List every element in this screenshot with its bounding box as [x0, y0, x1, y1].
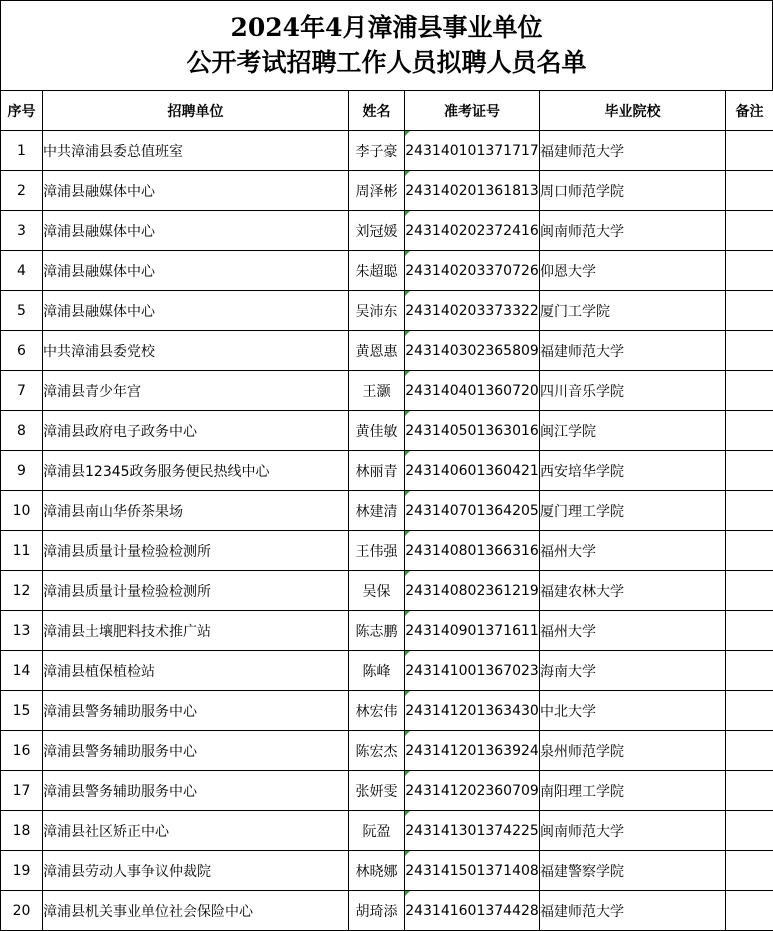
cell-note [726, 211, 773, 251]
exam-id-text: 243140203370726 [405, 263, 539, 279]
cell-no: 16 [1, 731, 43, 771]
cell-unit: 漳浦县融媒体中心 [43, 171, 349, 211]
cell-unit: 漳浦县土壤肥料技术推广站 [43, 611, 349, 651]
header-unit: 招聘单位 [43, 91, 349, 131]
cell-unit: 漳浦县植保植检站 [43, 651, 349, 691]
cell-name: 刘冠媛 [349, 211, 405, 251]
table-row [1, 571, 773, 611]
cell-unit: 漳浦县南山华侨茶果场 [43, 491, 349, 531]
cell-exam-id [405, 211, 540, 251]
cell-marker-icon [405, 691, 410, 696]
table-row [1, 291, 773, 331]
cell-name: 陈宏杰 [349, 731, 405, 771]
title-line-2: 公开考试招聘工作人员拟聘人员名单 [1, 45, 772, 80]
cell-note [726, 291, 773, 331]
cell-name: 陈志鹏 [349, 611, 405, 651]
cell-no: 15 [1, 691, 43, 731]
exam-id-text: 243141501371408 [405, 863, 539, 879]
cell-unit: 漳浦县融媒体中心 [43, 291, 349, 331]
cell-marker-icon [405, 891, 410, 896]
cell-no: 4 [1, 251, 43, 291]
table-row [1, 811, 773, 851]
table-row [1, 251, 773, 291]
cell-exam-id [405, 811, 540, 851]
cell-school: 福州大学 [540, 531, 726, 571]
exam-id-text: 243140801366316 [405, 543, 539, 559]
cell-marker-icon [405, 611, 410, 616]
cell-no: 7 [1, 371, 43, 411]
cell-note [726, 451, 773, 491]
exam-id-text: 243140401360720 [405, 383, 539, 399]
cell-no: 13 [1, 611, 43, 651]
cell-marker-icon [405, 771, 410, 776]
exam-id-text: 243140101371717 [405, 143, 539, 159]
exam-id-text: 243140302365809 [405, 343, 539, 359]
table-row [1, 331, 773, 371]
header-exam-id: 准考证号 [405, 91, 540, 131]
cell-no: 9 [1, 451, 43, 491]
document-title [0, 0, 773, 90]
cell-unit: 中共漳浦县委总值班室 [43, 131, 349, 171]
exam-id-text: 243141601374428 [405, 903, 539, 919]
exam-id-text: 243140901371611 [405, 623, 539, 639]
header-row [1, 91, 773, 131]
cell-no: 10 [1, 491, 43, 531]
cell-school: 周口师范学院 [540, 171, 726, 211]
cell-name: 林丽青 [349, 451, 405, 491]
cell-unit: 漳浦县质量计量检验检测所 [43, 571, 349, 611]
cell-exam-id [405, 491, 540, 531]
cell-unit: 漳浦县机关事业单位社会保险中心 [43, 891, 349, 931]
cell-school: 中北大学 [540, 691, 726, 731]
cell-exam-id [405, 611, 540, 651]
cell-no: 1 [1, 131, 43, 171]
cell-marker-icon [405, 451, 410, 456]
cell-no: 12 [1, 571, 43, 611]
cell-no: 14 [1, 651, 43, 691]
cell-name: 黄恩惠 [349, 331, 405, 371]
cell-unit: 漳浦县劳动人事争议仲裁院 [43, 851, 349, 891]
cell-name: 张妍雯 [349, 771, 405, 811]
cell-school: 仰恩大学 [540, 251, 726, 291]
cell-note [726, 691, 773, 731]
cell-exam-id [405, 731, 540, 771]
cell-exam-id [405, 411, 540, 451]
cell-no: 11 [1, 531, 43, 571]
cell-no: 17 [1, 771, 43, 811]
cell-note [726, 531, 773, 571]
cell-unit: 漳浦县警务辅助服务中心 [43, 731, 349, 771]
table-row [1, 731, 773, 771]
cell-no: 3 [1, 211, 43, 251]
cell-unit: 漳浦县融媒体中心 [43, 211, 349, 251]
cell-marker-icon [405, 411, 410, 416]
cell-exam-id [405, 291, 540, 331]
table-row [1, 691, 773, 731]
cell-name: 王伟强 [349, 531, 405, 571]
cell-no: 8 [1, 411, 43, 451]
cell-note [726, 491, 773, 531]
cell-exam-id [405, 451, 540, 491]
cell-exam-id [405, 771, 540, 811]
cell-no: 2 [1, 171, 43, 211]
exam-id-text: 243141202360709 [405, 783, 539, 799]
table-row [1, 851, 773, 891]
cell-unit: 漳浦县青少年宫 [43, 371, 349, 411]
cell-marker-icon [405, 251, 410, 256]
header-note: 备注 [726, 91, 773, 131]
cell-unit: 漳浦县融媒体中心 [43, 251, 349, 291]
table-row [1, 451, 773, 491]
cell-note [726, 571, 773, 611]
cell-name: 周泽彬 [349, 171, 405, 211]
cell-school: 福建师范大学 [540, 891, 726, 931]
exam-id-text: 243140201361813 [405, 183, 539, 199]
cell-school: 南阳理工学院 [540, 771, 726, 811]
cell-exam-id [405, 131, 540, 171]
table-row [1, 531, 773, 571]
cell-note [726, 371, 773, 411]
cell-exam-id [405, 571, 540, 611]
cell-no: 20 [1, 891, 43, 931]
cell-name: 胡琦添 [349, 891, 405, 931]
cell-school: 海南大学 [540, 651, 726, 691]
table-row [1, 611, 773, 651]
cell-exam-id [405, 371, 540, 411]
exam-id-text: 243140802361219 [405, 583, 539, 599]
cell-exam-id [405, 331, 540, 371]
cell-exam-id [405, 251, 540, 291]
cell-marker-icon [405, 851, 410, 856]
cell-note [726, 411, 773, 451]
table-row [1, 891, 773, 931]
header-no: 序号 [1, 91, 43, 131]
cell-exam-id [405, 891, 540, 931]
table-row [1, 171, 773, 211]
cell-unit: 漳浦县质量计量检验检测所 [43, 531, 349, 571]
cell-no: 18 [1, 811, 43, 851]
table-row [1, 491, 773, 531]
cell-school: 闽南师范大学 [540, 811, 726, 851]
cell-name: 林宏伟 [349, 691, 405, 731]
cell-exam-id [405, 171, 540, 211]
cell-exam-id [405, 691, 540, 731]
cell-no: 6 [1, 331, 43, 371]
cell-marker-icon [405, 211, 410, 216]
cell-unit: 漳浦县政府电子政务中心 [43, 411, 349, 451]
cell-marker-icon [405, 171, 410, 176]
cell-school: 福建警察学院 [540, 851, 726, 891]
cell-note [726, 891, 773, 931]
exam-id-text: 243140203373322 [405, 303, 539, 319]
header-school: 毕业院校 [540, 91, 726, 131]
cell-note [726, 331, 773, 371]
cell-name: 吴沛东 [349, 291, 405, 331]
exam-id-text: 243141001367023 [405, 663, 539, 679]
cell-exam-id [405, 531, 540, 571]
cell-marker-icon [405, 811, 410, 816]
title-line-1: 2024年4月漳浦县事业单位 [1, 10, 772, 45]
exam-id-text: 243141301374225 [405, 823, 539, 839]
cell-marker-icon [405, 531, 410, 536]
table-row [1, 771, 773, 811]
cell-note [726, 771, 773, 811]
cell-school: 福建师范大学 [540, 131, 726, 171]
cell-name: 王灏 [349, 371, 405, 411]
cell-note [726, 171, 773, 211]
cell-name: 朱超聪 [349, 251, 405, 291]
table-row [1, 371, 773, 411]
cell-school: 福建农林大学 [540, 571, 726, 611]
cell-marker-icon [405, 731, 410, 736]
table-body [1, 131, 773, 931]
cell-school: 福州大学 [540, 611, 726, 651]
cell-note [726, 811, 773, 851]
cell-marker-icon [405, 571, 410, 576]
cell-unit: 漳浦县12345政务服务便民热线中心 [43, 451, 349, 491]
cell-exam-id [405, 851, 540, 891]
table-row [1, 211, 773, 251]
cell-unit: 漳浦县警务辅助服务中心 [43, 771, 349, 811]
exam-id-text: 243141201363924 [405, 743, 539, 759]
cell-note [726, 851, 773, 891]
cell-school: 西安培华学院 [540, 451, 726, 491]
exam-id-text: 243140202372416 [405, 223, 539, 239]
cell-unit: 漳浦县警务辅助服务中心 [43, 691, 349, 731]
cell-unit: 中共漳浦县委党校 [43, 331, 349, 371]
cell-name: 陈峰 [349, 651, 405, 691]
exam-id-text: 243140501363016 [405, 423, 539, 439]
cell-name: 阮盈 [349, 811, 405, 851]
cell-marker-icon [405, 491, 410, 496]
cell-marker-icon [405, 291, 410, 296]
cell-exam-id [405, 651, 540, 691]
cell-name: 黄佳敏 [349, 411, 405, 451]
exam-id-text: 243140701364205 [405, 503, 539, 519]
cell-name: 李子豪 [349, 131, 405, 171]
exam-id-text: 243141201363430 [405, 703, 539, 719]
exam-id-text: 243140601360421 [405, 463, 539, 479]
cell-name: 吴保 [349, 571, 405, 611]
cell-school: 福建师范大学 [540, 331, 726, 371]
cell-school: 厦门理工学院 [540, 491, 726, 531]
cell-note [726, 611, 773, 651]
cell-school: 厦门工学院 [540, 291, 726, 331]
cell-marker-icon [405, 331, 410, 336]
cell-name: 林建清 [349, 491, 405, 531]
cell-marker-icon [405, 651, 410, 656]
cell-no: 19 [1, 851, 43, 891]
roster-table [0, 90, 773, 931]
cell-no: 5 [1, 291, 43, 331]
cell-marker-icon [405, 371, 410, 376]
cell-school: 泉州师范学院 [540, 731, 726, 771]
cell-note [726, 251, 773, 291]
cell-unit: 漳浦县社区矫正中心 [43, 811, 349, 851]
table-row [1, 651, 773, 691]
cell-name: 林晓娜 [349, 851, 405, 891]
table-row [1, 131, 773, 171]
table-row [1, 411, 773, 451]
cell-note [726, 651, 773, 691]
cell-school: 闽江学院 [540, 411, 726, 451]
cell-note [726, 731, 773, 771]
cell-note [726, 131, 773, 171]
cell-school: 闽南师范大学 [540, 211, 726, 251]
cell-school: 四川音乐学院 [540, 371, 726, 411]
cell-marker-icon [405, 131, 410, 136]
header-name: 姓名 [349, 91, 405, 131]
